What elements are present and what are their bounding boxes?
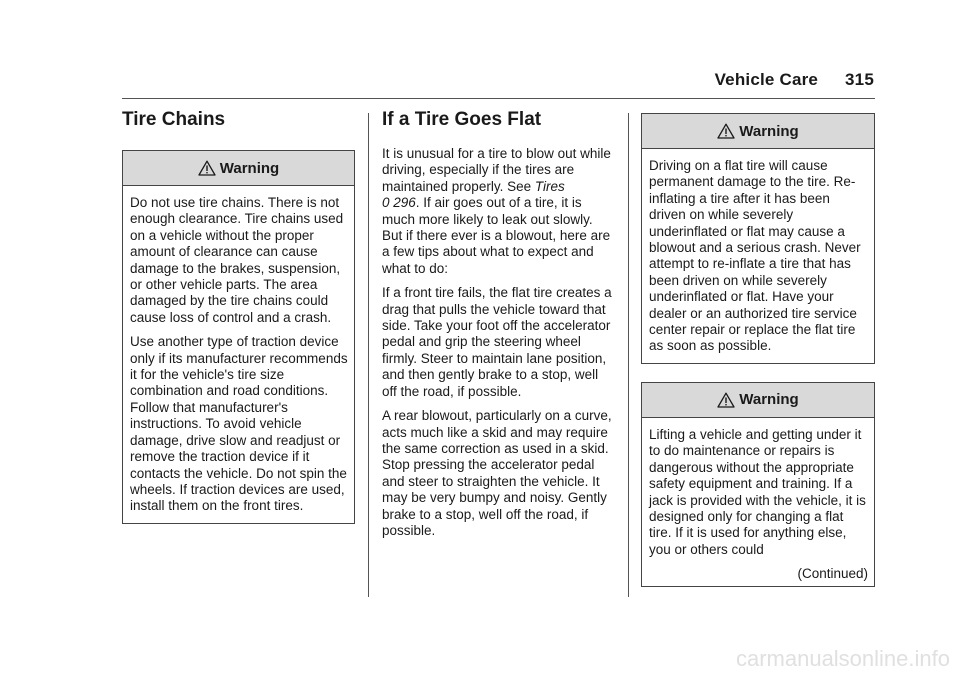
header-rule [122, 98, 875, 99]
body-paragraph: A rear blowout, particularly on a curve, acts much like a skid and may require the same correction as used in a skid. Stop pressing the accelerator pedal and steer to straighten the vehicle. It may be very bumpy and noisy. Gently brake to a stop, well off the road, if possible. [382, 408, 612, 538]
page-number: 315 [845, 70, 874, 89]
warning-label: Warning [219, 159, 280, 177]
warning-triangle-icon [717, 123, 735, 139]
warning-header [642, 114, 874, 149]
running-header [715, 70, 874, 90]
warning-paragraph: Do not use tire chains. There is not enough clearance. Tire chains used on a vehicle without the proper amount of clearance can cause damage to the brakes, suspension, or other vehicle parts. The area damaged by the tire chains could cause loss of control and a crash. [130, 195, 344, 325]
warning-label: Warning [739, 122, 799, 140]
column-divider [628, 113, 629, 597]
warning-label: Warning [739, 391, 799, 409]
body-paragraph [382, 146, 614, 277]
continued-note: (Continued) [797, 566, 868, 582]
column-middle [382, 108, 614, 547]
section-title: Vehicle Care [714, 70, 819, 89]
paragraph-text: It is unusual for a tire to blow out while driving, especially if the tires are maintained properly. See [382, 146, 611, 194]
cross-reference-link[interactable]: Tires [534, 178, 565, 194]
warning-paragraph: Lifting a vehicle and getting under it to do maintenance or repairs is dangerous without the appropriate safety equipment and training. If a jack is provided with the vehicle, it is designed only for changing a flat tire. If it is used for anything else, you or others could [649, 426, 866, 557]
warning-paragraph: Use another type of traction device only if its manufacturer recommends it for the vehicle's tire size combination and road conditions. Follow that manufacturer's instructions. To avoid vehicle damage, drive slow and readjust or remove the traction device if it contacts the vehicle. Do not spin the wheels. If traction devices are used, install them on the front tires. [130, 334, 348, 514]
cross-reference-page[interactable]: 0 296 [382, 195, 416, 211]
column-right [641, 113, 875, 587]
warning-triangle-icon [198, 160, 216, 176]
paragraph-text: . If air goes out of a tire, it is much more likely to leak out slowly. But if there ever is a blowout, here are a few tips about what to expect and what to do: [382, 195, 611, 276]
column-left [122, 108, 355, 524]
warning-triangle-icon [717, 392, 735, 408]
warning-body [123, 186, 354, 523]
body-paragraph: If a front tire fails, the flat tire creates a drag that pulls the vehicle toward that side. Take your foot off the accelerator pedal and grip the steering wheel firmly. Steer to maintain lane position, and then gently brake to a stop, well off the road, if possible. [382, 285, 612, 399]
warning-body [642, 418, 874, 586]
warning-box [122, 150, 355, 524]
column-divider [368, 113, 369, 597]
warning-header [123, 151, 354, 186]
warning-body [642, 149, 874, 363]
section-heading-flat-tire: If a Tire Goes Flat [382, 109, 542, 130]
warning-paragraph: Driving on a flat tire will cause permanent damage to the tire. Re-inflating a tire after it has been driven on while severely underinflated or flat may cause a blowout and a serious crash. Never attempt to re-inflate a tire that has been driven on while severely underinflated or flat. Have your dealer or an authorized tire service center repair or replace the flat tire as soon as possible. [649, 158, 861, 354]
watermark: carmanualsonline.info [735, 646, 950, 671]
warning-box [641, 113, 875, 364]
section-heading-tire-chains: Tire Chains [122, 109, 226, 130]
warning-header [642, 383, 874, 418]
warning-box [641, 382, 875, 587]
